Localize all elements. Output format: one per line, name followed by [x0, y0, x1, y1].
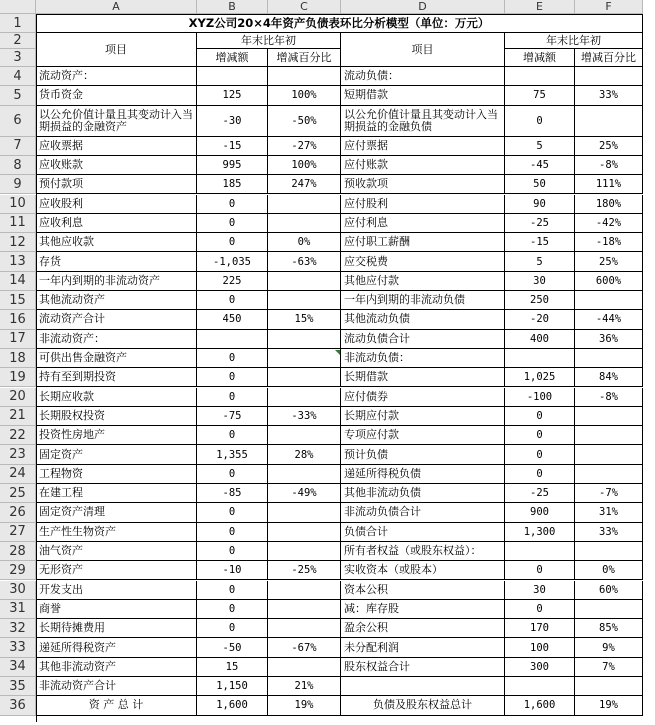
row-header-2[interactable]: 2	[0, 33, 36, 49]
cell-b18[interactable]: 0	[197, 349, 268, 368]
column-header-b[interactable]: B	[197, 0, 268, 14]
cell-c26[interactable]	[268, 503, 341, 522]
cell-b20[interactable]: 0	[197, 388, 268, 407]
cell-a17[interactable]: 非流动资产：	[36, 330, 197, 349]
cell-a25[interactable]: 在建工程	[36, 484, 197, 503]
cell-a33[interactable]: 递延所得税资产	[36, 638, 197, 657]
cell-b10[interactable]: 0	[197, 195, 268, 214]
row-header-25[interactable]: 25	[0, 484, 36, 503]
cell-b14[interactable]: 225	[197, 272, 268, 291]
row-header-33[interactable]: 33	[0, 638, 36, 657]
cell-f35[interactable]	[575, 677, 643, 696]
cell-b13[interactable]: -1,035	[197, 252, 268, 271]
cell-c27[interactable]	[268, 523, 341, 542]
cell-d28[interactable]: 所有者权益（或股东权益）：	[341, 542, 505, 561]
cell-f21[interactable]	[575, 407, 643, 426]
cell-e15[interactable]: 250	[505, 291, 575, 310]
cell-a12[interactable]: 其他应收款	[36, 233, 197, 252]
cell-a27[interactable]: 生产性生物资产	[36, 523, 197, 542]
cell-d26[interactable]: 非流动负债合计	[341, 503, 505, 522]
cell-b36[interactable]: 1,600	[197, 696, 268, 715]
cell-c4[interactable]	[268, 67, 341, 86]
cell-a22[interactable]: 投资性房地产	[36, 426, 197, 445]
cell-e23[interactable]: 0	[505, 445, 575, 464]
cell-e25[interactable]: -25	[505, 484, 575, 503]
cell-f31[interactable]	[575, 600, 643, 619]
cell-c10[interactable]	[268, 195, 341, 214]
cell-d32[interactable]: 盈余公积	[341, 619, 505, 638]
select-all-corner[interactable]	[0, 0, 36, 14]
cell-b9[interactable]: 185	[197, 175, 268, 194]
cell-e9[interactable]: 50	[505, 175, 575, 194]
cell-f5[interactable]: 33%	[575, 86, 643, 105]
cell-e5[interactable]: 75	[505, 86, 575, 105]
cell-f24[interactable]	[575, 465, 643, 484]
cell-c17[interactable]	[268, 330, 341, 349]
cell-c28[interactable]	[268, 542, 341, 561]
row-header-16[interactable]: 16	[0, 310, 36, 329]
cell-c14[interactable]	[268, 272, 341, 291]
cell-d18[interactable]: 非流动负债：	[341, 349, 505, 368]
cell-f18[interactable]	[575, 349, 643, 368]
cell-f19[interactable]: 84%	[575, 368, 643, 387]
cell-f26[interactable]: 31%	[575, 503, 643, 522]
cell-c30[interactable]	[268, 581, 341, 600]
cell-b16[interactable]: 450	[197, 310, 268, 329]
row-header-28[interactable]: 28	[0, 542, 36, 561]
cell-f32[interactable]: 85%	[575, 619, 643, 638]
row-header-7[interactable]: 7	[0, 137, 36, 156]
row-header-15[interactable]: 15	[0, 291, 36, 310]
header-item-left[interactable]: 项目	[36, 33, 197, 67]
cell-c9[interactable]: 247%	[268, 175, 341, 194]
cell-c20[interactable]	[268, 388, 341, 407]
cell-c29[interactable]: -25%	[268, 561, 341, 580]
header-group-left[interactable]: 年末比年初	[197, 33, 341, 49]
cell-c34[interactable]	[268, 658, 341, 677]
cell-f25[interactable]: -7%	[575, 484, 643, 503]
cell-d14[interactable]: 其他应付款	[341, 272, 505, 291]
cell-e10[interactable]: 90	[505, 195, 575, 214]
cell-a21[interactable]: 长期股权投资	[36, 407, 197, 426]
cell-d20[interactable]: 应付债券	[341, 388, 505, 407]
cell-d21[interactable]: 长期应付款	[341, 407, 505, 426]
cell-f14[interactable]: 600%	[575, 272, 643, 291]
cell-d25[interactable]: 其他非流动负债	[341, 484, 505, 503]
row-header-24[interactable]: 24	[0, 465, 36, 484]
cell-a19[interactable]: 持有至到期投资	[36, 368, 197, 387]
cell-d29[interactable]: 实收资本（或股本）	[341, 561, 505, 580]
cell-a18[interactable]: 可供出售金融资产	[36, 349, 197, 368]
cell-c6[interactable]: -50%	[268, 106, 341, 137]
cell-d22[interactable]: 专项应付款	[341, 426, 505, 445]
cell-d23[interactable]: 预计负债	[341, 445, 505, 464]
cell-c19[interactable]	[268, 368, 341, 387]
cell-b17[interactable]	[197, 330, 268, 349]
cell-a11[interactable]: 应收利息	[36, 214, 197, 233]
cell-d9[interactable]: 预收款项	[341, 175, 505, 194]
cell-a24[interactable]: 工程物资	[36, 465, 197, 484]
cell-c22[interactable]	[268, 426, 341, 445]
cell-e6[interactable]: 0	[505, 106, 575, 137]
row-header-18[interactable]: 18	[0, 349, 36, 368]
cell-f9[interactable]: 111%	[575, 175, 643, 194]
row-header-34[interactable]: 34	[0, 658, 36, 677]
header-change-amount-left[interactable]: 增减额	[197, 49, 268, 67]
cell-f7[interactable]: 25%	[575, 137, 643, 156]
cell-c7[interactable]: -27%	[268, 137, 341, 156]
cell-e26[interactable]: 900	[505, 503, 575, 522]
cell-f34[interactable]: 7%	[575, 658, 643, 677]
row-header-31[interactable]: 31	[0, 600, 36, 619]
cell-c24[interactable]	[268, 465, 341, 484]
cell-e13[interactable]: 5	[505, 252, 575, 271]
cell-b24[interactable]: 0	[197, 465, 268, 484]
row-header-36[interactable]: 36	[0, 696, 36, 715]
cell-f11[interactable]: -42%	[575, 214, 643, 233]
header-change-percent-right[interactable]: 增减百分比	[575, 49, 643, 67]
cell-e24[interactable]: 0	[505, 465, 575, 484]
cell-d15[interactable]: 一年内到期的非流动负债	[341, 291, 505, 310]
row-header-30[interactable]: 30	[0, 581, 36, 600]
cell-b8[interactable]: 995	[197, 156, 268, 175]
cell-c33[interactable]: -67%	[268, 638, 341, 657]
cell-a36[interactable]: 资 产 总 计	[36, 696, 197, 715]
cell-d24[interactable]: 递延所得税负债	[341, 465, 505, 484]
cell-d5[interactable]: 短期借款	[341, 86, 505, 105]
cell-e4[interactable]	[505, 67, 575, 86]
cell-d36[interactable]: 负债及股东权益总计	[341, 696, 505, 715]
cell-e11[interactable]: -25	[505, 214, 575, 233]
cell-c11[interactable]	[268, 214, 341, 233]
cell-b19[interactable]: 0	[197, 368, 268, 387]
cell-d6[interactable]: 以公允价值计量且其变动计入当期损益的金融负债	[341, 106, 505, 137]
cell-f6[interactable]	[575, 106, 643, 137]
row-header-29[interactable]: 29	[0, 561, 36, 580]
row-header-23[interactable]: 23	[0, 445, 36, 464]
cell-a5[interactable]: 货币资金	[36, 86, 197, 105]
row-header-14[interactable]: 14	[0, 272, 36, 291]
cell-f17[interactable]: 36%	[575, 330, 643, 349]
cell-e28[interactable]	[505, 542, 575, 561]
cell-a13[interactable]: 存货	[36, 252, 197, 271]
cell-e34[interactable]: 300	[505, 658, 575, 677]
cell-c15[interactable]	[268, 291, 341, 310]
cell-a32[interactable]: 长期待摊费用	[36, 619, 197, 638]
column-header-e[interactable]: E	[505, 0, 575, 14]
cell-a34[interactable]: 其他非流动资产	[36, 658, 197, 677]
cell-b35[interactable]: 1,150	[197, 677, 268, 696]
row-header-26[interactable]: 26	[0, 503, 36, 522]
cell-f33[interactable]: 9%	[575, 638, 643, 657]
sheet-title[interactable]: XYZ公司20×4年资产负债表环比分析模型（单位：万元）	[36, 14, 643, 33]
row-header-11[interactable]: 11	[0, 214, 36, 233]
row-header-4[interactable]: 4	[0, 67, 36, 86]
cell-a10[interactable]: 应收股利	[36, 195, 197, 214]
row-header-9[interactable]: 9	[0, 175, 36, 194]
cell-e21[interactable]: 0	[505, 407, 575, 426]
cell-b30[interactable]: 0	[197, 581, 268, 600]
row-header-19[interactable]: 19	[0, 368, 36, 387]
cell-d8[interactable]: 应付账款	[341, 156, 505, 175]
cell-c5[interactable]: 100%	[268, 86, 341, 105]
row-header-32[interactable]: 32	[0, 619, 36, 638]
cell-f15[interactable]	[575, 291, 643, 310]
cell-e36[interactable]: 1,600	[505, 696, 575, 715]
cell-c21[interactable]: -33%	[268, 407, 341, 426]
cell-e27[interactable]: 1,300	[505, 523, 575, 542]
cell-a6[interactable]: 以公允价值计量且其变动计入当期损益的金融资产	[36, 106, 197, 137]
cell-e16[interactable]: -20	[505, 310, 575, 329]
cell-f16[interactable]: -44%	[575, 310, 643, 329]
cell-d4[interactable]: 流动负债：	[341, 67, 505, 86]
cell-f27[interactable]: 33%	[575, 523, 643, 542]
row-header-27[interactable]: 27	[0, 523, 36, 542]
row-header-6[interactable]: 6	[0, 106, 36, 137]
cell-e35[interactable]	[505, 677, 575, 696]
cell-b23[interactable]: 1,355	[197, 445, 268, 464]
cell-c31[interactable]	[268, 600, 341, 619]
cell-e33[interactable]: 100	[505, 638, 575, 657]
cell-f13[interactable]: 25%	[575, 252, 643, 271]
cell-d13[interactable]: 应交税费	[341, 252, 505, 271]
cell-b29[interactable]: -10	[197, 561, 268, 580]
cell-b31[interactable]: 0	[197, 600, 268, 619]
cell-f28[interactable]	[575, 542, 643, 561]
cell-a23[interactable]: 固定资产	[36, 445, 197, 464]
cell-b26[interactable]: 0	[197, 503, 268, 522]
cell-f36[interactable]: 19%	[575, 696, 643, 715]
cell-b25[interactable]: -85	[197, 484, 268, 503]
cell-d10[interactable]: 应付股利	[341, 195, 505, 214]
cell-d33[interactable]: 未分配利润	[341, 638, 505, 657]
cell-c12[interactable]: 0%	[268, 233, 341, 252]
cell-a31[interactable]: 商誉	[36, 600, 197, 619]
cell-f30[interactable]: 60%	[575, 581, 643, 600]
cell-e20[interactable]: -100	[505, 388, 575, 407]
cell-c8[interactable]: 100%	[268, 156, 341, 175]
cell-b11[interactable]: 0	[197, 214, 268, 233]
cell-b27[interactable]: 0	[197, 523, 268, 542]
cell-a14[interactable]: 一年内到期的非流动资产	[36, 272, 197, 291]
cell-e17[interactable]: 400	[505, 330, 575, 349]
cell-a4[interactable]: 流动资产：	[36, 67, 197, 86]
cell-b7[interactable]: -15	[197, 137, 268, 156]
cell-d27[interactable]: 负债合计	[341, 523, 505, 542]
cell-a30[interactable]: 开发支出	[36, 581, 197, 600]
cell-c13[interactable]: -63%	[268, 252, 341, 271]
cell-b21[interactable]: -75	[197, 407, 268, 426]
header-change-percent-left[interactable]: 增减百分比	[268, 49, 341, 67]
cell-e29[interactable]: 0	[505, 561, 575, 580]
row-header-22[interactable]: 22	[0, 426, 36, 445]
row-header-35[interactable]: 35	[0, 677, 36, 696]
cell-b4[interactable]	[197, 67, 268, 86]
column-header-c[interactable]: C	[268, 0, 341, 14]
cell-d31[interactable]: 减：库存股	[341, 600, 505, 619]
cell-f4[interactable]	[575, 67, 643, 86]
cell-d34[interactable]: 股东权益合计	[341, 658, 505, 677]
cell-d19[interactable]: 长期借款	[341, 368, 505, 387]
cell-e7[interactable]: 5	[505, 137, 575, 156]
row-header-12[interactable]: 12	[0, 233, 36, 252]
column-header-d[interactable]: D	[341, 0, 505, 14]
row-header-13[interactable]: 13	[0, 252, 36, 271]
cell-f22[interactable]	[575, 426, 643, 445]
cell-e18[interactable]	[505, 349, 575, 368]
cell-a20[interactable]: 长期应收款	[36, 388, 197, 407]
header-change-amount-right[interactable]: 增减额	[505, 49, 575, 67]
header-group-right[interactable]: 年末比年初	[505, 33, 643, 49]
cell-c18[interactable]	[268, 349, 341, 368]
cell-e12[interactable]: -15	[505, 233, 575, 252]
cell-b22[interactable]: 0	[197, 426, 268, 445]
cell-d35[interactable]	[341, 677, 505, 696]
row-header-10[interactable]: 10	[0, 195, 36, 214]
row-header-1[interactable]: 1	[0, 14, 36, 33]
cell-c35[interactable]: 21%	[268, 677, 341, 696]
cell-f12[interactable]: -18%	[575, 233, 643, 252]
row-header-8[interactable]: 8	[0, 156, 36, 175]
cell-b34[interactable]: 15	[197, 658, 268, 677]
cell-f10[interactable]: 180%	[575, 195, 643, 214]
row-header-17[interactable]: 17	[0, 330, 36, 349]
cell-f23[interactable]	[575, 445, 643, 464]
cell-f20[interactable]: -8%	[575, 388, 643, 407]
cell-a28[interactable]: 油气资产	[36, 542, 197, 561]
column-header-f[interactable]: F	[575, 0, 643, 14]
row-header-3[interactable]: 3	[0, 49, 36, 67]
cell-c36[interactable]: 19%	[268, 696, 341, 715]
cell-a9[interactable]: 预付款项	[36, 175, 197, 194]
cell-d11[interactable]: 应付利息	[341, 214, 505, 233]
cell-e8[interactable]: -45	[505, 156, 575, 175]
cell-d30[interactable]: 资本公积	[341, 581, 505, 600]
cell-c16[interactable]: 15%	[268, 310, 341, 329]
cell-d16[interactable]: 其他流动负债	[341, 310, 505, 329]
cell-b12[interactable]: 0	[197, 233, 268, 252]
cell-b6[interactable]: -30	[197, 106, 268, 137]
cell-a15[interactable]: 其他流动资产	[36, 291, 197, 310]
row-header-5[interactable]: 5	[0, 86, 36, 105]
cell-c23[interactable]: 28%	[268, 445, 341, 464]
comment-indicator-icon[interactable]	[335, 350, 340, 355]
column-header-a[interactable]: A	[36, 0, 197, 14]
cell-d7[interactable]: 应付票据	[341, 137, 505, 156]
cell-e14[interactable]: 30	[505, 272, 575, 291]
cell-e19[interactable]: 1,025	[505, 368, 575, 387]
cell-b5[interactable]: 125	[197, 86, 268, 105]
cell-b33[interactable]: -50	[197, 638, 268, 657]
cell-f29[interactable]: 0%	[575, 561, 643, 580]
cell-d17[interactable]: 流动负债合计	[341, 330, 505, 349]
cell-a29[interactable]: 无形资产	[36, 561, 197, 580]
cell-a16[interactable]: 流动资产合计	[36, 310, 197, 329]
cell-c32[interactable]	[268, 619, 341, 638]
cell-d12[interactable]: 应付职工薪酬	[341, 233, 505, 252]
row-header-20[interactable]: 20	[0, 388, 36, 407]
header-item-right[interactable]: 项目	[341, 33, 505, 67]
cell-b28[interactable]: 0	[197, 542, 268, 561]
cell-c25[interactable]: -49%	[268, 484, 341, 503]
cell-b15[interactable]: 0	[197, 291, 268, 310]
cell-e30[interactable]: 30	[505, 581, 575, 600]
cell-e31[interactable]: 0	[505, 600, 575, 619]
cell-e32[interactable]: 170	[505, 619, 575, 638]
cell-a26[interactable]: 固定资产清理	[36, 503, 197, 522]
cell-f8[interactable]: -8%	[575, 156, 643, 175]
cell-b32[interactable]: 0	[197, 619, 268, 638]
cell-a7[interactable]: 应收票据	[36, 137, 197, 156]
cell-a8[interactable]: 应收账款	[36, 156, 197, 175]
cell-e22[interactable]: 0	[505, 426, 575, 445]
row-header-21[interactable]: 21	[0, 407, 36, 426]
cell-a35[interactable]: 非流动资产合计	[36, 677, 197, 696]
